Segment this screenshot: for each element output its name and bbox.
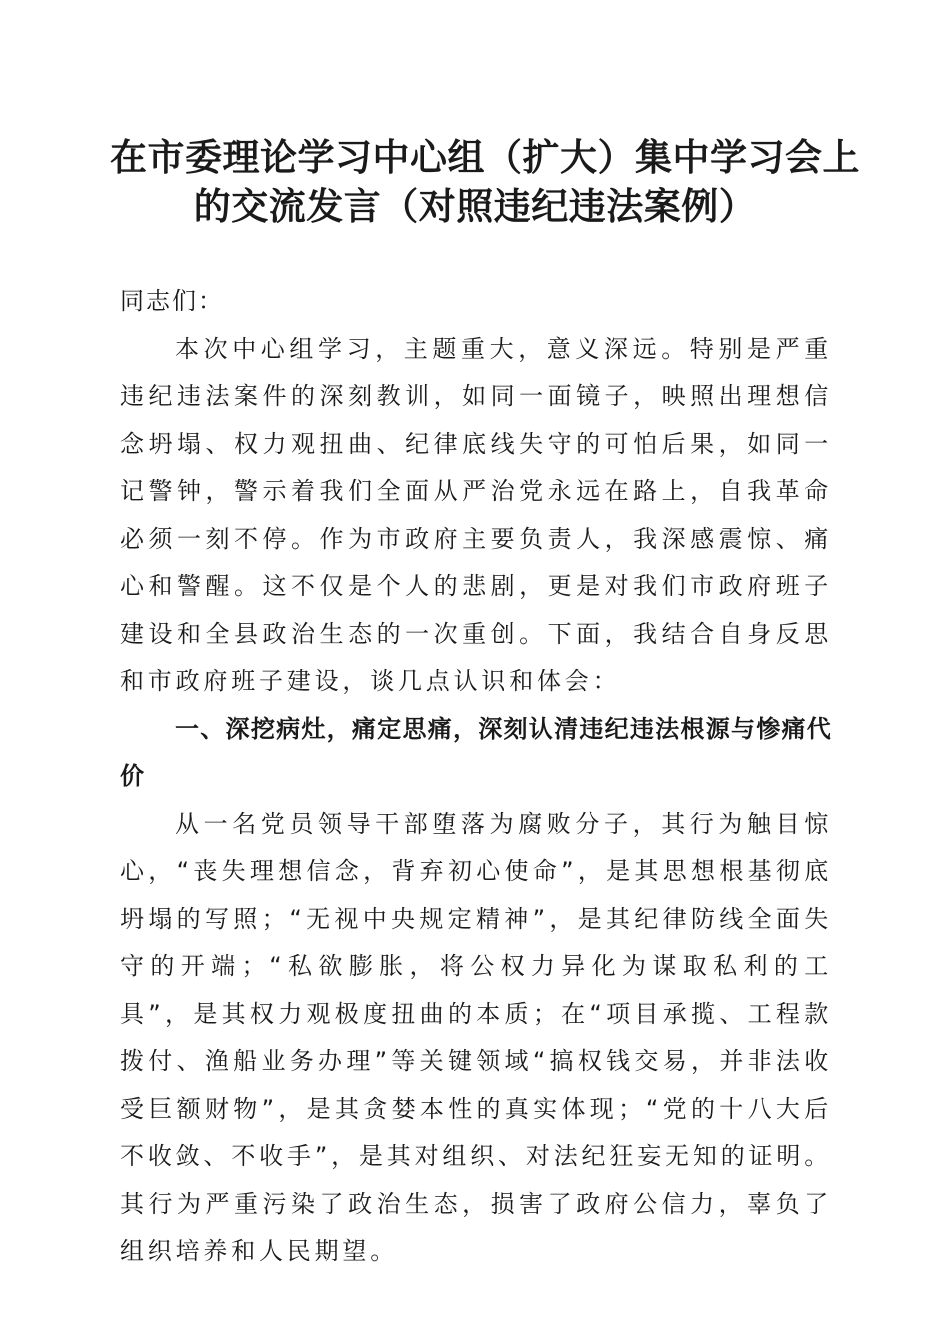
section-heading-1: 一、深挖病灶，痛定思痛，深刻认清违纪违法根源与惨痛代价	[120, 714, 832, 790]
salutation: 同志们：	[120, 287, 224, 315]
document-body	[120, 278, 832, 1276]
body-paragraph-2: 从一名党员领导干部堕落为腐败分子，其行为触目惊心，“丧失理想信念，背弃初心使命”，是其思想根基彻底坍塌的写照；“无视中央规定精神”，是其纪律防线全面失守的开端；“私欲膨胀，将公权力异化为谋取私利的工具”，是其权力观极度扭曲的本质；在“项目承揽、工程款拨付、渔船业务办理”等关键领域“搞权钱交易，并非法收受巨额财物”，是其贪婪本性的真实体现；“党的十八大后不收敛、不收手”，是其对组织、对法纪狂妄无知的证明。其行为严重污染了政治生态，损害了政府公信力，辜负了组织培养和人民期望。	[120, 809, 832, 1265]
intro-paragraph: 本次中心组学习，主题重大，意义深远。特别是严重违纪违法案件的深刻教训，如同一面镜子，映照出理想信念坍塌、权力观扭曲、纪律底线失守的可怕后果，如同一记警钟，警示着我们全面从严治党永远在路上，自我革命必须一刻不停。作为市政府主要负责人，我深感震惊、痛心和警醒。这不仅是个人的悲剧，更是对我们市政府班子建设和全县政治生态的一次重创。下面，我结合自身反思和市政府班子建设，谈几点认识和体会：	[120, 334, 832, 695]
title-line-1: 在市委理论学习中心组（扩大）集中学习会上	[110, 135, 860, 179]
title-line-2: 的交流发言（对照违纪违法案例）	[193, 184, 757, 228]
document-title	[110, 133, 860, 231]
